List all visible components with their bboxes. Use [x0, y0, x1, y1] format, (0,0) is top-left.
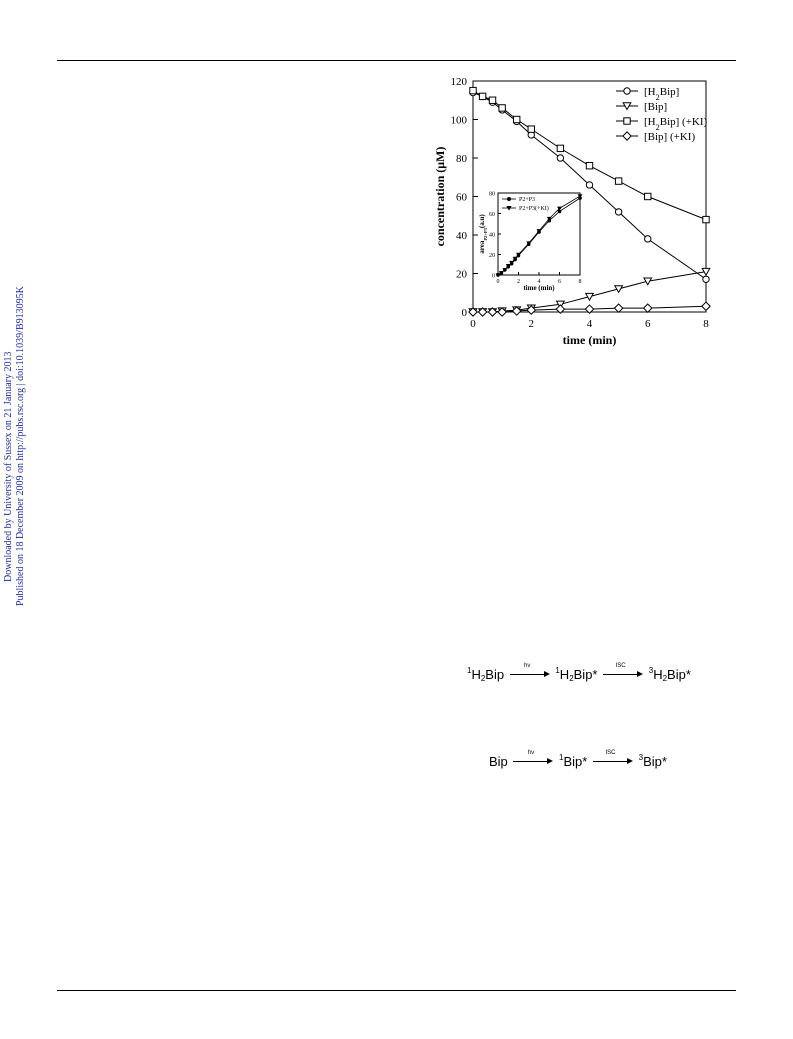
- product-part: Bip*: [667, 667, 691, 682]
- inset-x-tick-label: 4: [537, 279, 541, 285]
- product-superscript: 3: [638, 753, 644, 762]
- x-tick-label: 8: [703, 318, 709, 330]
- legend-label: [Bip] (+KI): [644, 131, 696, 143]
- x-tick-label: 6: [645, 318, 651, 330]
- product-subscript: 2: [662, 674, 668, 683]
- legend-marker: [623, 132, 631, 140]
- series-point: [513, 116, 519, 122]
- y-tick-label: 20: [456, 268, 467, 281]
- legend-label: $[H_2Bip]$ (+KI): [644, 116, 708, 132]
- inset-x-tick-label: 2: [517, 279, 520, 285]
- intermediate-part: H: [559, 667, 570, 682]
- reactant-superscript: 1: [467, 666, 472, 675]
- reactant-subscript: 2: [480, 674, 486, 683]
- footer-rule: [57, 990, 736, 991]
- header-rule: [57, 60, 736, 61]
- series-point: [557, 155, 563, 161]
- inset-y-tick-label: 80: [489, 191, 495, 198]
- reactant-part: H: [471, 667, 481, 682]
- arrow-label: hν: [524, 663, 531, 669]
- inset-x-tick-label: 0: [496, 279, 500, 285]
- y-tick-label: 100: [450, 114, 467, 127]
- x-tick-label: 4: [586, 318, 593, 330]
- inset-y-axis-label: area$_{P2+P3}$(a.u): [478, 214, 488, 254]
- product-part: H: [653, 667, 663, 682]
- series-point: [615, 178, 621, 184]
- inset-legend-label: P2+P3(+KI): [519, 206, 549, 212]
- series-point: [557, 145, 563, 151]
- y-tick-label: 120: [450, 76, 467, 88]
- inset-y-tick-label: 40: [489, 232, 495, 239]
- y-axis-label: concentration (μM): [433, 146, 447, 247]
- series-point: [586, 293, 594, 300]
- y-tick-label: 80: [456, 153, 467, 165]
- series-point: [586, 182, 592, 188]
- arrow-label: ISC: [615, 663, 626, 669]
- x-tick-label: 2: [528, 318, 534, 330]
- y-tick-label: 0: [461, 307, 467, 319]
- inset-x-tick-label: 8: [578, 279, 582, 285]
- legend-label: [Bip]: [644, 101, 668, 113]
- series-point: [703, 276, 709, 282]
- series-point: [528, 126, 534, 132]
- x-tick-label: 0: [470, 318, 476, 330]
- series-point: [614, 304, 622, 312]
- series-point: [644, 278, 652, 285]
- reaction-scheme-2: [489, 750, 667, 769]
- inset-y-tick-label: 20: [489, 253, 495, 259]
- chart-legend: [616, 86, 708, 143]
- reaction-arrow: [593, 750, 633, 765]
- series-point: [615, 286, 623, 293]
- reaction-arrow: [510, 663, 550, 678]
- series-point: [470, 87, 476, 93]
- intermediate-superscript: 1: [559, 753, 564, 762]
- reaction-arrow: [513, 750, 553, 765]
- inset-chart: [478, 192, 582, 293]
- series-point: [645, 193, 651, 199]
- x-axis-label: time (min): [562, 333, 617, 347]
- y-tick-label: 40: [456, 230, 467, 242]
- series-point: [489, 97, 495, 103]
- legend-marker: [624, 118, 630, 124]
- series-point: [645, 236, 651, 242]
- reaction-arrow: [603, 663, 643, 678]
- publication-note: Published on 18 December 2009 on http://pubs.rsc.org | doi:10.1039/B913095K: [15, 286, 26, 606]
- intermediate-part: Bip*: [573, 667, 598, 682]
- y-tick-label: 60: [456, 191, 467, 204]
- reactant: Bip: [489, 754, 508, 769]
- series-point: [703, 216, 709, 222]
- inset-x-axis-label: time (min): [523, 284, 555, 292]
- inset-x-tick-label: 6: [558, 279, 561, 285]
- arrow-label: ISC: [605, 750, 616, 756]
- inset-legend-label: P2+P3: [519, 197, 536, 203]
- download-note: Downloaded by University of Sussex on 21 January 2013: [3, 351, 14, 582]
- arrow-label: hν: [527, 750, 535, 756]
- reaction-scheme-1: [467, 663, 691, 683]
- inset-legend-marker: [508, 198, 511, 201]
- intermediate-part: Bip*: [563, 754, 588, 769]
- concentration-chart: [430, 72, 720, 352]
- series-point: [479, 93, 485, 99]
- intermediate-superscript: 1: [555, 666, 560, 675]
- legend-marker: [624, 88, 630, 94]
- intermediate-subscript: 2: [569, 674, 574, 683]
- product-part: Bip*: [643, 754, 667, 769]
- series-point: [499, 105, 505, 111]
- product-superscript: 3: [648, 666, 654, 675]
- inset-y-tick-label: 0: [492, 273, 495, 280]
- series-point: [615, 209, 621, 215]
- legend-label: $[H_2Bip]$: [644, 86, 680, 102]
- reactant-part: Bip: [485, 667, 505, 682]
- series-point: [586, 163, 592, 169]
- series-point: [702, 302, 710, 310]
- series-point: [644, 304, 652, 312]
- inset-y-tick-label: 60: [489, 212, 495, 218]
